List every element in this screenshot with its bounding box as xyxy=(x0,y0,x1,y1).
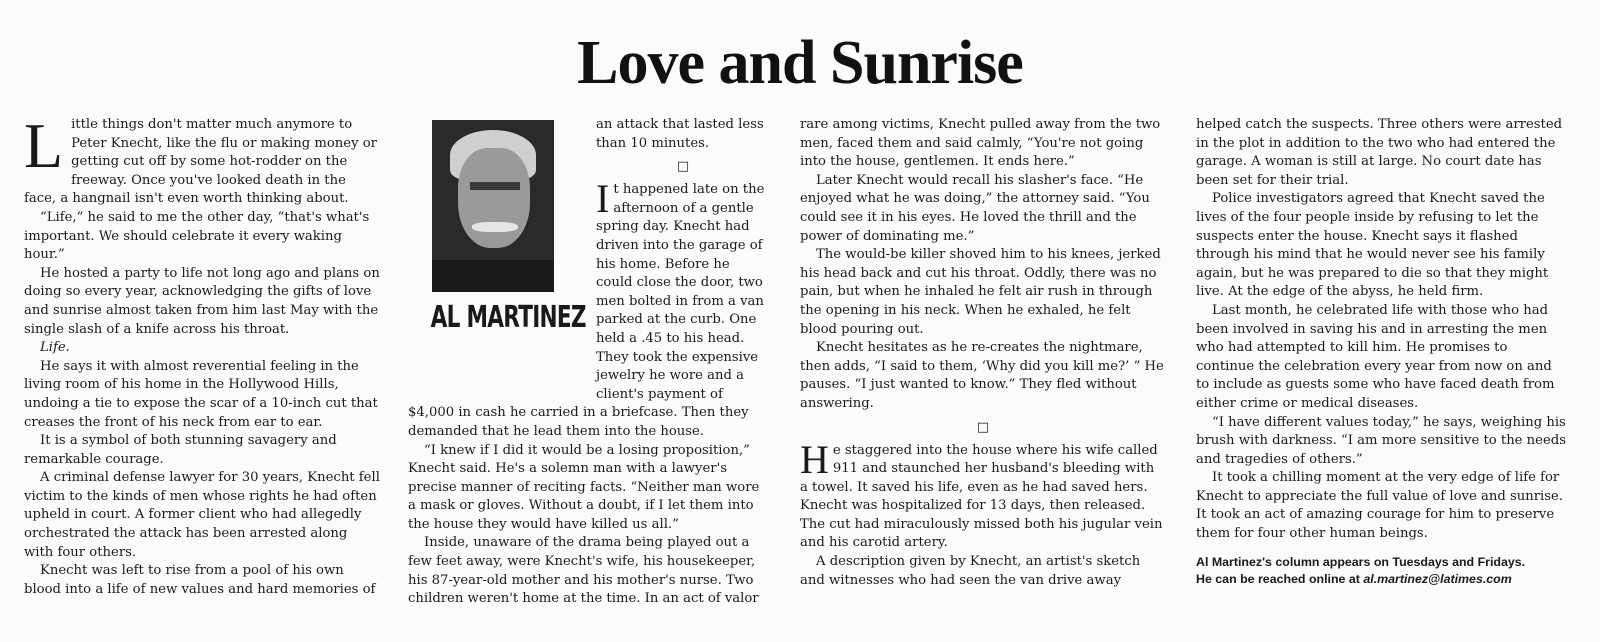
photo-collar xyxy=(432,260,554,292)
columnist-photo-box xyxy=(406,114,586,384)
paragraph: Life. xyxy=(40,340,70,356)
paragraph: The would-be killer shoved him to his knees, jerked his head back and cut his throat. Oddly, there was no pain, but when he inhaled he felt air rush in through the opening in his neck. When he exhaled, he felt blood pouring out. xyxy=(800,247,1161,337)
paragraph: It is a symbol of both stunning savagery and remarkable courage. xyxy=(24,433,337,467)
paragraph: Police investigators agreed that Knecht saved the lives of the four people inside by refusing to let the suspects enter the house. Knecht says it flashed through his mind that he would never see his family again, but he was prepared to die so that they might live. At the edge of the abyss, he held firm. xyxy=(1196,191,1549,300)
paragraph: an attack that lasted less than 10 minutes. xyxy=(596,117,764,151)
paragraph: Last month, he celebrated life with those who had been involved in saving his and in arresting the men who had attempted to kill him. He promises to continue the celebration every year from now on and to include as guests some who have faced death from either crime or medical diseases. xyxy=(1196,302,1555,411)
column-4 xyxy=(1196,116,1566,588)
paragraph: rare among victims, Knecht pulled away from the two men, faced them and said calmly, “You're not going into the house, gentlemen. It ends here.” xyxy=(800,117,1161,170)
paragraph xyxy=(24,110,380,209)
paragraph: Knecht hesitates as he re-creates the nightmare, then adds, “I said to them, ‘Why did you kill me?’ ” He pauses. “I just wanted to know.” They fled without answering. xyxy=(800,340,1164,411)
tagline-prefix: He can be reached online at xyxy=(1196,571,1364,586)
paragraph-text: e staggered into the house where his wife called 911 and staunched her husband's bleeding with a towel. It saved his life, even as he had saved hers. Knecht was hospitalized for 13 days, then released. The cut had miraculously missed both his jugular vein and his carotid artery. xyxy=(800,442,1163,551)
paragraph: “I knew if I did it would be a losing proposition,” Knecht said. He's a solemn man with a lawyer's precise manner of reciting facts. “Neither man wore a mask or gloves. Without a doubt, if I let them into the house they would have killed us all.” xyxy=(408,442,760,532)
column-tagline xyxy=(1196,554,1566,588)
paragraph: A description given by Knecht, an artist's sketch and witnesses who had seen the van drive away xyxy=(800,554,1141,588)
paragraph: Later Knecht would recall his slasher's face. “He enjoyed what he was doing,” the attorney said. “You could see it in his eyes. He loved the thrill and the power of dominating me.” xyxy=(800,172,1150,244)
paragraph xyxy=(800,436,1166,554)
paragraph: He says it with almost reverential feeling in the living room of his home in the Hollywood Hills, undoing a tie to expose the scar of a 10-inch cut that creases the front of his neck from ear to ear. xyxy=(24,358,378,430)
paragraph: helped catch the suspects. Three others were arrested in the plot in addition to the two who had entered the garage. A woman is still at large. No court date has been set for their trial. xyxy=(1196,117,1563,188)
paragraph: Knecht was left to rise from a pool of his own blood into a life of new values and hard memories of xyxy=(24,563,376,597)
paragraph-text: ittle things don't matter much anymore to Peter Knecht, like the flu or making money or getting cut off by some hot-rodder on the freeway. Once you've looked death in the face, a hangnail isn't even worth thinking about. xyxy=(24,117,377,207)
section-separator: □ xyxy=(676,159,690,175)
tagline-line xyxy=(1196,571,1566,588)
photo-mustache xyxy=(472,222,518,232)
paragraph-text: t happened late on the afternoon of a gentle spring day. Knecht had driven into the garage of his home. Before he could close the door, two men bolted in from a van parked at the curb. One held a .45 to his head. They took the expensive jewelry he wore and a client's payment of $4,000 in cash he carried in a briefcase. Then they demanded that he lead them into the house. xyxy=(408,182,765,439)
column-3 xyxy=(800,116,1166,590)
photo-brow xyxy=(470,182,520,190)
paragraph: “I have different values today,” he says, weighing his brush with darkness. “I am more sensitive to the needs and tragedies of others.” xyxy=(1196,414,1566,467)
drop-cap: H xyxy=(800,436,829,482)
paragraph: He hosted a party to life not long ago and plans on doing so every year, acknowledging the gifts of love and sunrise almost taken from him last May with the single slash of a knife across his throat. xyxy=(24,265,380,337)
paragraph: A criminal defense lawyer for 30 years, Knecht fell victim to the kinds of men whose rights he had often upheld in court. A former client who had allegedly orchestrated the attack has been arrested along with four others. xyxy=(24,470,380,560)
byline: AL MARTINEZ xyxy=(430,300,586,335)
paragraph: It took a chilling moment at the very edge of life for Knecht to appreciate the full value of love and sunrise. It took an act of amazing courage for him to preserve them for four other human beings. xyxy=(1196,470,1564,542)
column-2 xyxy=(408,116,770,609)
headline: Love and Sunrise xyxy=(577,29,1023,97)
author-email: al.martinez@latimes.com xyxy=(1363,571,1512,586)
photo-face xyxy=(458,148,530,248)
drop-cap: L xyxy=(24,110,64,181)
paragraph: Inside, unaware of the drama being played out a few feet away, were Knecht's wife, his housekeeper, his 87-year-old mother and his mother's nurse. Two children weren't home at the time. In an act of valor xyxy=(408,535,759,607)
paragraph: “Life,” he said to me the other day, “that's what's important. We should celebrate it every waking hour.” xyxy=(24,209,370,263)
column-1 xyxy=(24,110,380,599)
tagline-line: Al Martinez's column appears on Tuesdays and Fridays. xyxy=(1196,554,1526,569)
drop-cap: I xyxy=(596,176,610,222)
columnist-photo xyxy=(432,120,554,292)
section-separator: □ xyxy=(976,419,990,435)
